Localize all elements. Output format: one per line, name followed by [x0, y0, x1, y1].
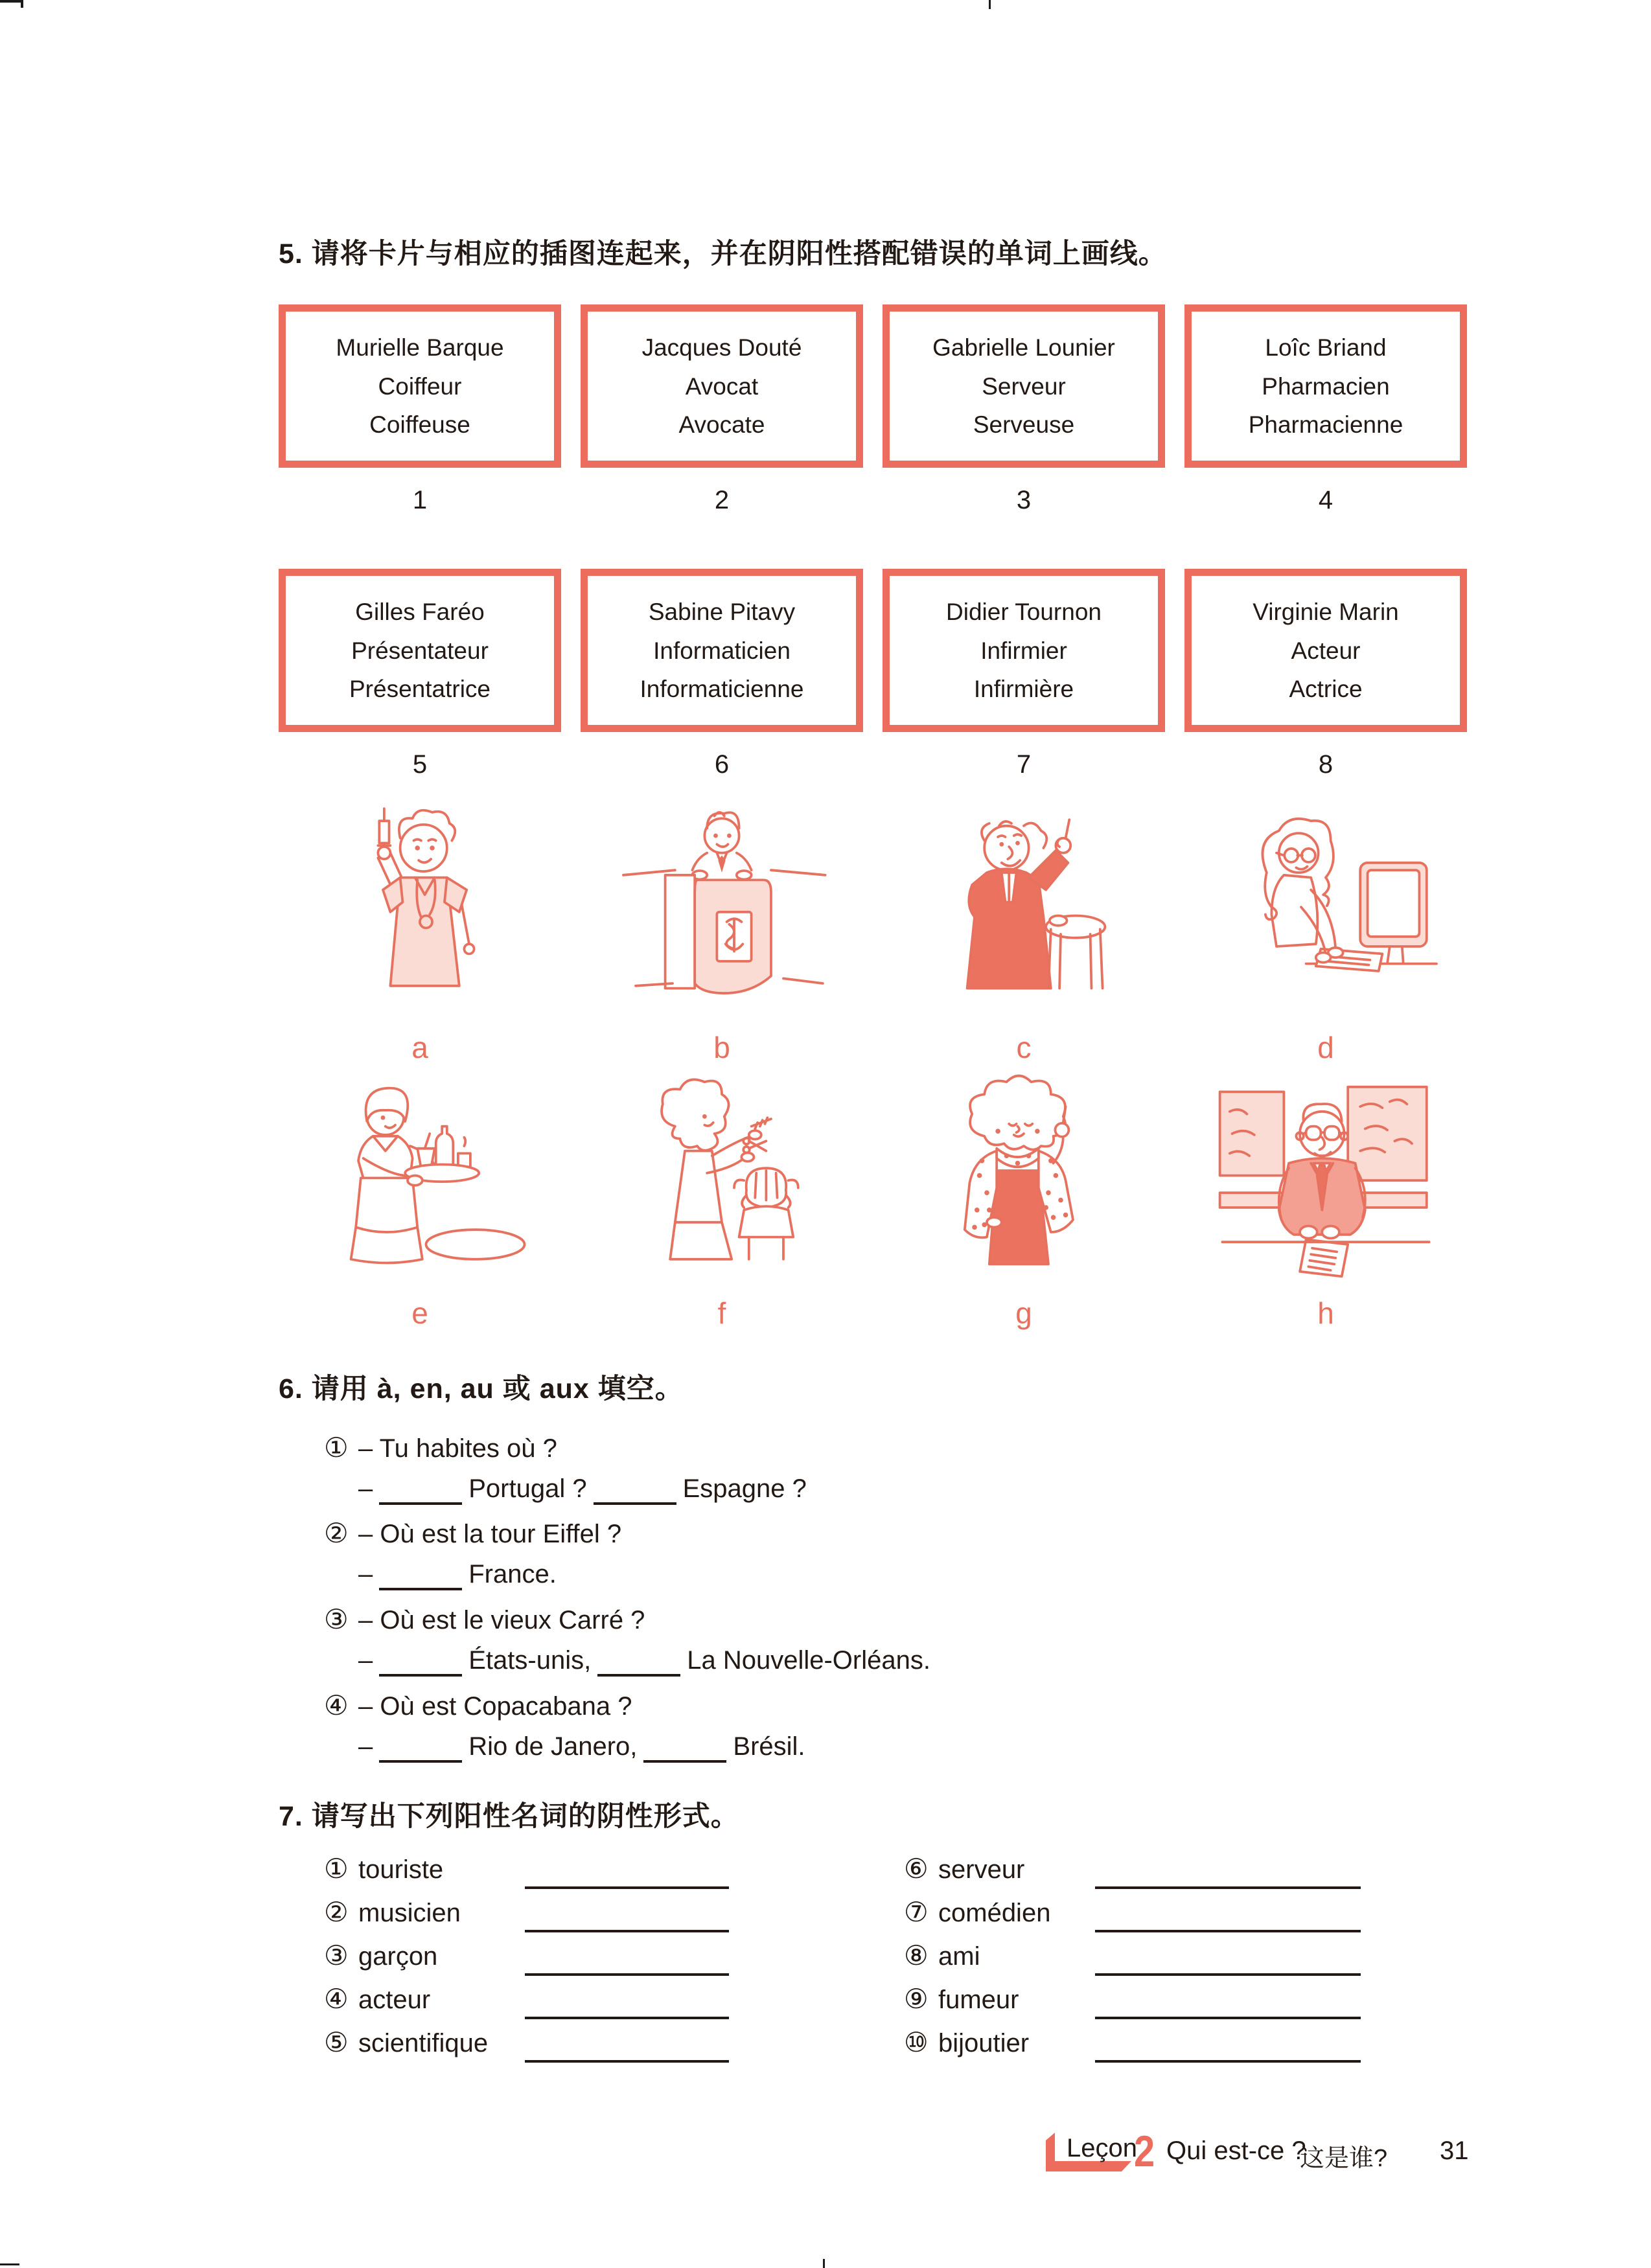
answer-dash: – — [358, 1732, 373, 1761]
card-name: Sabine Pitavy — [648, 598, 796, 625]
answer-dash: – — [358, 1560, 373, 1588]
ex7-item-2 — [324, 1896, 461, 1928]
profession-card-8 — [1184, 569, 1467, 732]
illustration-d-computer-woman — [1203, 794, 1449, 1025]
masculine-noun: comédien — [938, 1899, 1051, 1927]
answer-text: Rio de Janero, — [468, 1732, 638, 1761]
card-name: Gilles Faréo — [355, 598, 485, 625]
ex7-item-8 — [904, 1940, 980, 1971]
card-name: Gabrielle Lounier — [932, 334, 1115, 361]
item-bullet: ⑥ — [904, 1853, 929, 1884]
profession-card-7 — [883, 569, 1165, 732]
card-number-5: 5 — [412, 750, 428, 779]
ex7-item-6 — [904, 1853, 1024, 1884]
profession-card-3 — [883, 304, 1165, 468]
ex7-item-5 — [324, 2026, 488, 2058]
card-name: Virginie Marin — [1253, 598, 1399, 625]
ex6-question-4 — [324, 1690, 632, 1721]
ex6-question-3 — [324, 1603, 645, 1635]
card-masculine: Pharmacien — [1262, 372, 1390, 400]
crop-mark-bottom-center — [823, 2259, 825, 2268]
card-masculine: Informaticien — [653, 637, 791, 664]
answer-dash: – — [358, 1646, 373, 1675]
answer-blank — [1095, 2060, 1361, 2063]
item-bullet: ① — [324, 1853, 349, 1884]
question-text: – Où est le vieux Carré ? — [358, 1606, 645, 1634]
fill-in-blank — [379, 1738, 462, 1763]
card-number-2: 2 — [714, 486, 730, 514]
answer-blank — [525, 1930, 729, 1932]
exercise6-title: 6. 请用 à, en, au 或 aux 填空。 — [279, 1373, 684, 1404]
answer-text: Brésil. — [733, 1732, 805, 1761]
answer-blank — [1095, 1930, 1361, 1932]
item-bullet: ⑤ — [324, 2027, 349, 2057]
page-number: 31 — [1440, 2136, 1469, 2165]
answer-text: Portugal ? — [468, 1474, 587, 1503]
fill-in-blank — [594, 1480, 676, 1505]
fill-in-blank — [379, 1480, 462, 1505]
ex7-item-7 — [904, 1896, 1050, 1928]
exercise5-title: 5. 请将卡片与相应的插图连起来，并在阴阳性搭配错误的单词上画线。 — [279, 238, 1167, 269]
crop-mark-top-left — [0, 0, 23, 3]
illustration-g-actress — [901, 1068, 1147, 1298]
answer-text: France. — [468, 1560, 557, 1588]
card-number-3: 3 — [1016, 486, 1032, 514]
answer-blank — [525, 2017, 729, 2019]
item-bullet: ⑩ — [904, 2027, 929, 2057]
card-masculine: Coiffeur — [378, 372, 462, 400]
card-feminine: Avocate — [678, 411, 765, 439]
masculine-noun: serveur — [938, 1855, 1025, 1884]
ex7-item-4 — [324, 1983, 430, 2015]
answer-blank — [525, 1886, 729, 1889]
ex6-question-2 — [324, 1517, 621, 1549]
masculine-noun: garçon — [358, 1942, 438, 1971]
answer-text: La Nouvelle-Orléans. — [687, 1646, 930, 1675]
masculine-noun: scientifique — [358, 2029, 489, 2057]
illustration-label-e: e — [411, 1296, 428, 1330]
profession-card-5 — [279, 569, 561, 732]
item-bullet: ④ — [324, 1984, 349, 2014]
card-name: Didier Tournon — [946, 598, 1102, 625]
card-feminine: Serveuse — [973, 411, 1075, 439]
answer-text: Espagne ? — [682, 1474, 807, 1503]
crop-mark-top-center — [989, 0, 991, 9]
card-feminine: Présentatrice — [349, 676, 491, 703]
card-feminine: Coiffeuse — [369, 411, 470, 439]
card-masculine: Infirmier — [980, 637, 1067, 664]
item-bullet: ③ — [324, 1604, 349, 1634]
illustration-f-hairdresser — [599, 1068, 845, 1298]
illustration-label-d: d — [1317, 1031, 1334, 1064]
card-masculine: Serveur — [982, 372, 1066, 400]
card-name: Jacques Douté — [641, 334, 802, 361]
card-number-1: 1 — [412, 486, 428, 514]
crop-mark-top-left-stub — [21, 0, 23, 8]
lesson-number: 2 — [1134, 2127, 1155, 2176]
illustration-label-g: g — [1015, 1296, 1032, 1330]
card-name: Murielle Barque — [336, 334, 504, 361]
ex7-item-3 — [324, 1940, 437, 1971]
lesson-label: Leçon — [1067, 2134, 1137, 2162]
masculine-noun: ami — [938, 1942, 980, 1971]
card-number-8: 8 — [1318, 750, 1334, 779]
ex6-answer-3 — [358, 1646, 930, 1677]
answer-blank — [1095, 1886, 1361, 1889]
answer-blank — [525, 2060, 729, 2063]
card-number-7: 7 — [1016, 750, 1032, 779]
masculine-noun: acteur — [358, 1986, 431, 2014]
answer-blank — [1095, 2017, 1361, 2019]
card-feminine: Actrice — [1289, 676, 1363, 703]
fill-in-blank — [379, 1566, 462, 1590]
item-bullet: ⑦ — [904, 1897, 929, 1927]
illustration-h-presenter — [1203, 1068, 1449, 1298]
card-number-4: 4 — [1318, 486, 1334, 514]
question-text: – Tu habites où ? — [358, 1434, 557, 1463]
question-text: – Où est la tour Eiffel ? — [358, 1520, 622, 1548]
exercise7-title: 7. 请写出下列阳性名词的阴性形式。 — [279, 1801, 739, 1832]
answer-text: États-unis, — [468, 1646, 592, 1675]
illustration-b-pharmacist — [599, 794, 845, 1025]
card-name: Loîc Briand — [1265, 334, 1387, 361]
masculine-noun: fumeur — [938, 1986, 1019, 2014]
fill-in-blank — [643, 1738, 726, 1763]
lesson-title-chinese: 这是谁? — [1300, 2145, 1388, 2172]
ex6-answer-1 — [358, 1474, 807, 1505]
item-bullet: ④ — [324, 1690, 349, 1721]
lesson-title-french: Qui est-ce ? — [1166, 2136, 1306, 2165]
fill-in-blank — [379, 1652, 462, 1677]
ex7-item-9 — [904, 1983, 1019, 2015]
answer-blank — [525, 1973, 729, 1976]
crop-mark-bottom-left — [0, 2263, 19, 2265]
profession-card-6 — [581, 569, 863, 732]
item-bullet: ② — [324, 1518, 349, 1548]
ex6-question-1 — [324, 1432, 557, 1463]
card-number-6: 6 — [714, 750, 730, 779]
illustration-e-waitress — [297, 1068, 543, 1298]
item-bullet: ② — [324, 1897, 349, 1927]
question-text: – Où est Copacabana ? — [358, 1692, 632, 1721]
illustration-label-a: a — [411, 1031, 428, 1064]
card-feminine: Informaticienne — [640, 676, 804, 703]
profession-card-1 — [279, 304, 561, 468]
card-masculine: Présentateur — [351, 637, 489, 664]
illustration-label-c: c — [1016, 1031, 1032, 1064]
ex7-item-1 — [324, 1853, 443, 1884]
item-bullet: ① — [324, 1432, 349, 1463]
masculine-noun: touriste — [358, 1855, 444, 1884]
illustration-label-b: b — [713, 1031, 730, 1064]
fill-in-blank — [597, 1652, 680, 1677]
illustration-c-lawyer — [901, 794, 1147, 1025]
card-feminine: Pharmacienne — [1248, 411, 1403, 439]
ex6-answer-2 — [358, 1560, 557, 1590]
answer-dash: – — [358, 1474, 373, 1503]
item-bullet: ⑨ — [904, 1984, 929, 2014]
answer-blank — [1095, 1973, 1361, 1976]
card-masculine: Avocat — [685, 372, 759, 400]
illustration-label-f: f — [717, 1296, 726, 1330]
profession-card-4 — [1184, 304, 1467, 468]
masculine-noun: musicien — [358, 1899, 461, 1927]
profession-card-2 — [581, 304, 863, 468]
card-feminine: Infirmière — [973, 676, 1074, 703]
illustration-label-h: h — [1317, 1296, 1334, 1330]
masculine-noun: bijoutier — [938, 2029, 1030, 2057]
card-masculine: Acteur — [1291, 637, 1361, 664]
item-bullet: ⑧ — [904, 1940, 929, 1971]
item-bullet: ③ — [324, 1940, 349, 1971]
ex7-item-10 — [904, 2026, 1029, 2058]
illustration-a-nurse — [297, 794, 543, 1025]
ex6-answer-4 — [358, 1732, 805, 1763]
